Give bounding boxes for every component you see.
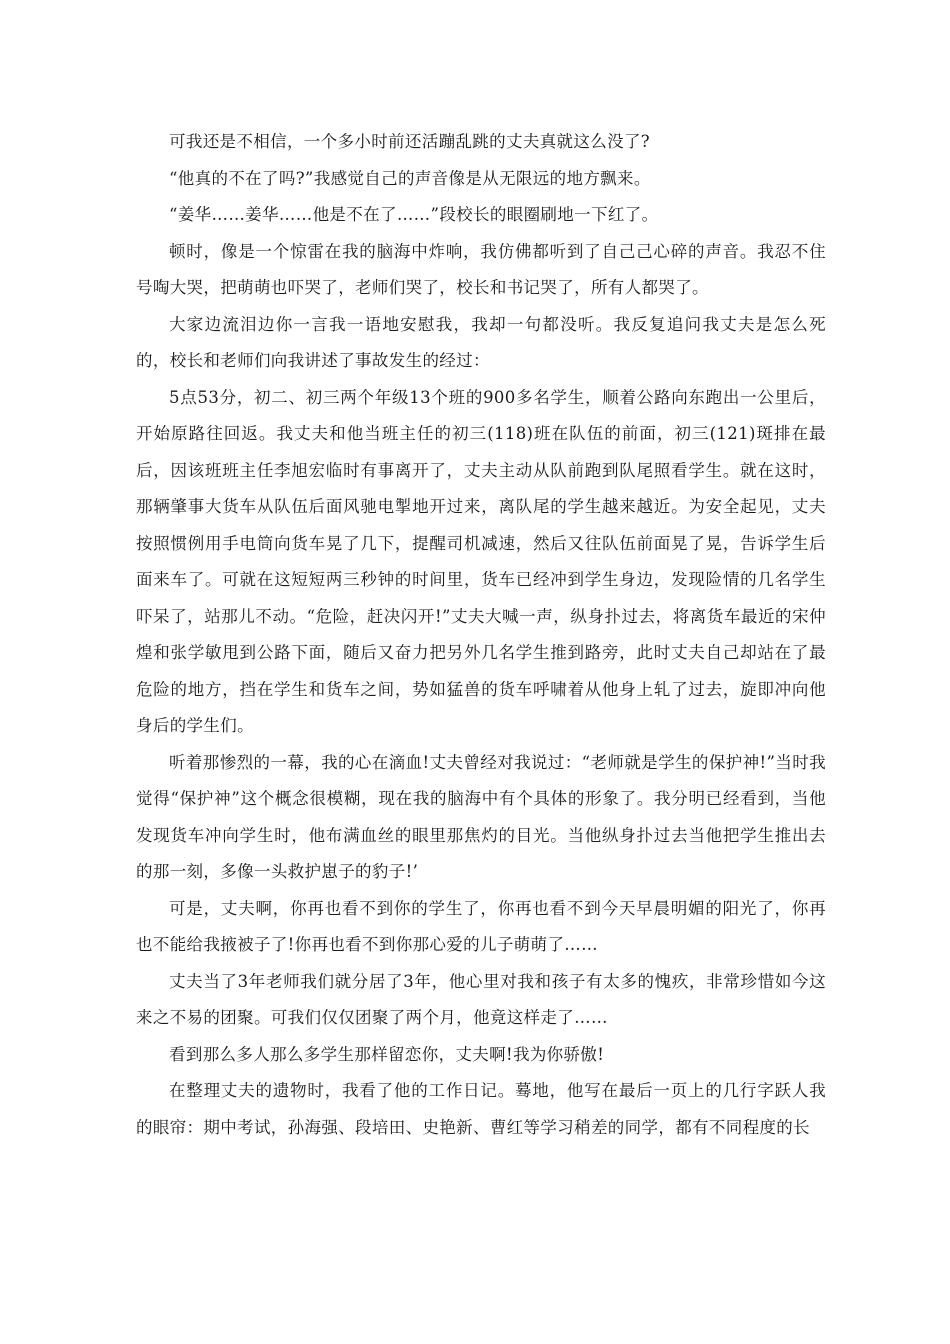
paragraph: 看到那么多人那么多学生那样留恋你，丈夫啊!我为你骄傲!: [169, 1044, 605, 1064]
paragraph: 大家边流泪边你一言我一语地安慰我，我却一句都没听。我反复追问我丈夫是怎么死的，校长和老师们向我讲述了事故发生的经过：: [136, 314, 826, 370]
paragraph: “姜华……姜华……他是不在了……”段校长的眼圈刷地一下红了。: [169, 205, 659, 224]
document-body: [136, 124, 826, 1146]
paragraph: 听着那惨烈的一幕，我的心在滴血!丈夫曾经对我说过：“老师就是学生的保护神!”当时我觉得“保护神”这个概念很模糊，现在我的脑海中有个具体的形象了。我分明已经看到，当他发现货车冲向学生时，他布满血丝的眼里那焦灼的目光。当他纵身扑过去当他把学生推出去的那一刻，多像一头救护崽子的豹子!’: [136, 752, 826, 881]
paragraph: 丈夫当了3年老师我们就分居了3年，他心里对我和孩子有太多的愧疚，非常珍惜如今这来之不易的团聚。可我们仅仅团聚了两个月，他竟这样走了……: [136, 971, 826, 1027]
paragraph: 顿时，像是一个惊雷在我的脑海中炸响，我仿佛都听到了自己己心碎的声音。我忍不住号啕大哭，把萌萌也吓哭了，老师们哭了，校长和书记哭了，所有人都哭了。: [136, 241, 826, 297]
paragraph: 在整理丈夫的遗物时，我看了他的工作日记。蓦地，他写在最后一页上的几行字跃人我的眼帘：期中考试，孙海强、段培田、史艳新、曹红等学习稍差的同学，都有不同程度的长: [136, 1081, 826, 1137]
paragraph: 可我还是不相信，一个多小时前还活蹦乱跳的丈夫真就这么没了?: [169, 132, 650, 151]
paragraph: “他真的不在了吗?”我感觉自己的声音像是从无限远的地方飘来。: [169, 168, 651, 188]
paragraph: 5点53分，初二、初三两个年级13个班的900多名学生，顺着公路向东跑出一公里后，开始原路往回返。我丈夫和他当班主任的初三(118)班在队伍的前面，初三(121)斑排在最后，因该班班主任李旭宏临时有事离开了，丈夫主动从队前跑到队尾照看学生。就在这时，那辆肇事大货车从队伍后面风驰电掣地开过来，离队尾的学生越来越近。为安全起见，丈夫按照惯例用手电筒向货车晃了几下，提醒司机减速，然后又往队伍前面晃了晃，告诉学生后面来车了。可就在这短短两三秒钟的时间里，货车已经冲到学生身边，发现险情的几名学生吓呆了，站那儿不动。“危险，赶决闪开!”丈夫大喊一声，纵身扑过去，将离货车最近的宋仲煌和张学敏甩到公路下面，随后又奋力把另外几名学生推到路旁，此时丈夫自己却站在了最危险的地方，挡在学生和货车之间，势如猛兽的货车呼啸着从他身上轧了过去，旋即冲向他身后的学生们。: [136, 387, 826, 735]
paragraph: 可是，丈夫啊，你再也看不到你的学生了，你再也看不到今天早晨明媚的阳光了，你再也不能给我掖被子了!你再也看不到你那心爱的儿子萌萌了……: [136, 898, 826, 954]
